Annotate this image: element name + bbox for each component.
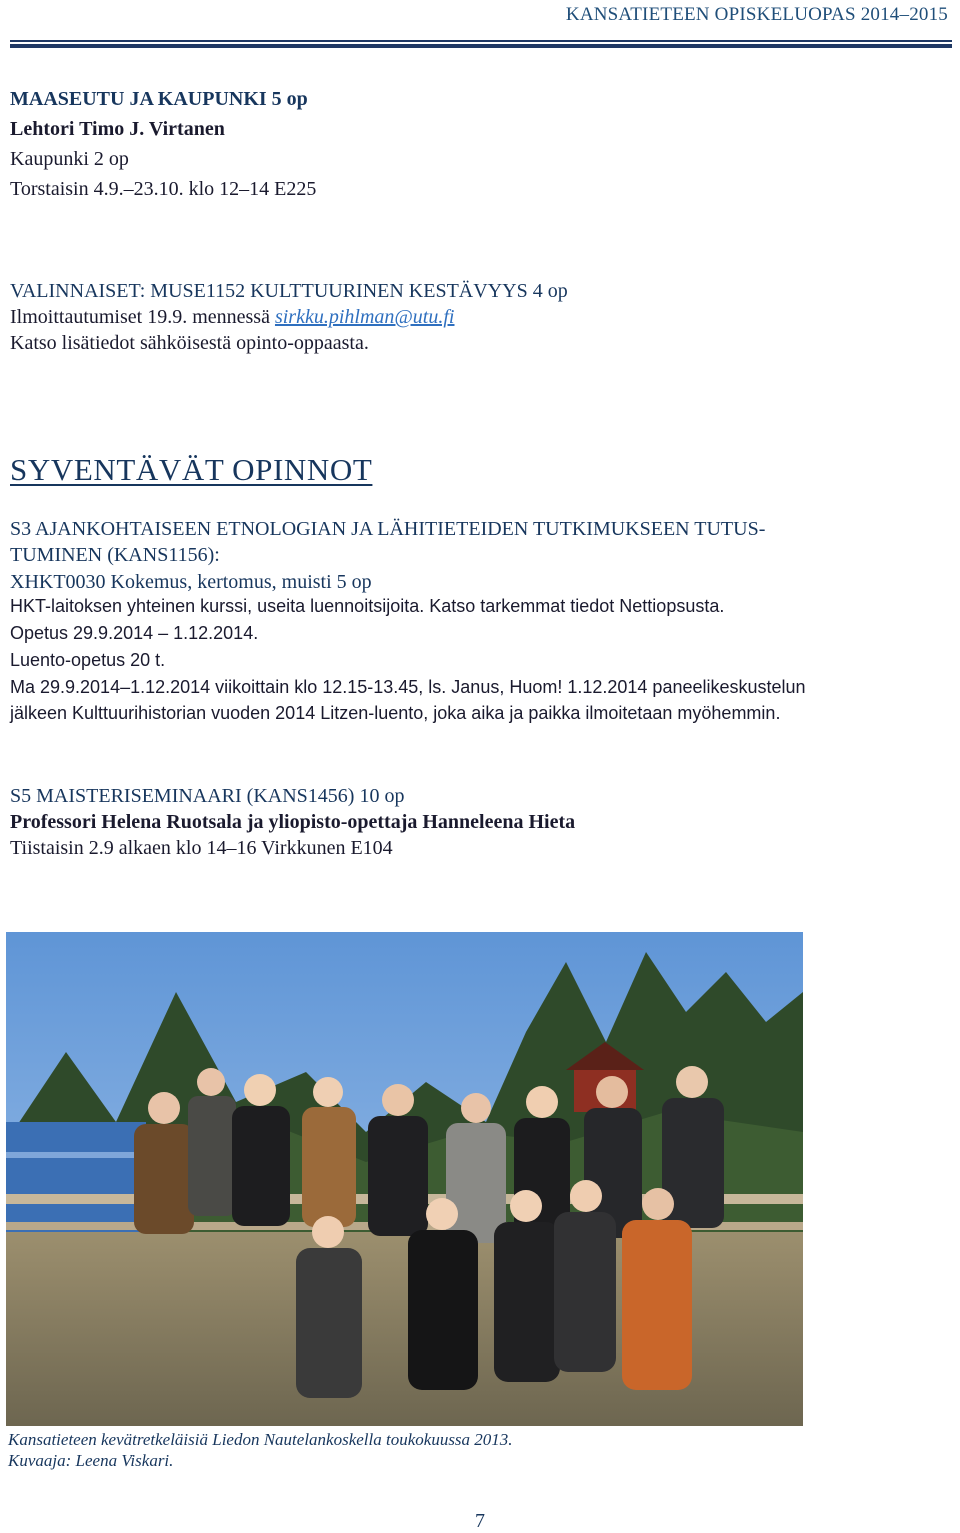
- page-number: 7: [475, 1510, 485, 1532]
- s5-title: S5 MAISTERISEMINAARI (KANS1456) 10 op: [10, 785, 405, 807]
- s3-course: XHKT0030 Kokemus, kertomus, muisti 5 op: [10, 571, 372, 593]
- course-title-maaseutu: MAASEUTU JA KAUPUNKI 5 op: [10, 88, 308, 110]
- registration-text: Ilmoittautumiset 19.9. mennessä: [10, 306, 275, 328]
- s3-teaching: Opetus 29.9.2014 – 1.12.2014.: [10, 623, 259, 643]
- photo-credit: Kuvaaja: Leena Viskari.: [8, 1451, 174, 1470]
- s5-schedule: Tiistaisin 2.9 alkaen klo 14–16 Virkkunen E104: [10, 837, 393, 859]
- course-schedule: Torstaisin 4.9.–23.10. klo 12–14 E225: [10, 178, 317, 200]
- course-teacher: Lehtori Timo J. Virtanen: [10, 118, 225, 140]
- group-photo-illustration: [6, 932, 803, 1426]
- header-rule-thick: [10, 44, 952, 48]
- group-photo: [6, 932, 803, 1426]
- header-rule: [10, 40, 952, 42]
- s5-teachers: Professori Helena Ruotsala ja yliopisto-opettaja Hanneleena Hieta: [10, 811, 576, 833]
- elective-title: VALINNAISET: MUSE1152 KULTTUURINEN KESTÄVYYS 4 op: [10, 280, 568, 302]
- email-link[interactable]: sirkku.pihlman@utu.fi: [274, 306, 455, 328]
- elective-registration: [10, 304, 454, 330]
- elective-more-info: Katso lisätiedot sähköisestä opinto-oppaasta.: [10, 332, 369, 354]
- s3-note: jälkeen Kulttuurihistorian vuoden 2014 Litzen-luento, joka aika ja paikka ilmoitetaan myöhemmin.: [10, 703, 781, 723]
- section-heading: SYVENTÄVÄT OPINNOT: [10, 452, 373, 487]
- s3-schedule: Ma 29.9.2014–1.12.2014 viikoittain klo 12.15-13.45, ls. Janus, Huom! 1.12.2014 paneelikeskustelun: [10, 677, 806, 697]
- course-part: Kaupunki 2 op: [10, 148, 129, 170]
- running-header: KANSATIETEEN OPISKELUOPAS 2014–2015: [565, 4, 948, 25]
- s3-lecture: Luento-opetus 20 t.: [10, 650, 166, 670]
- s3-title-line2: TUMINEN (KANS1156):: [10, 544, 220, 566]
- s3-description: HKT-laitoksen yhteinen kurssi, useita luennoitsijoita. Katso tarkemmat tiedot Nettiopsusta.: [10, 596, 725, 616]
- s3-title-line1: S3 AJANKOHTAISEEN ETNOLOGIAN JA LÄHITIETEIDEN TUTKIMUKSEEN TUTUS-: [10, 518, 766, 540]
- photo-caption: Kansatieteen kevätretkeläisiä Liedon Nautelankoskella toukokuussa 2013.: [8, 1430, 513, 1449]
